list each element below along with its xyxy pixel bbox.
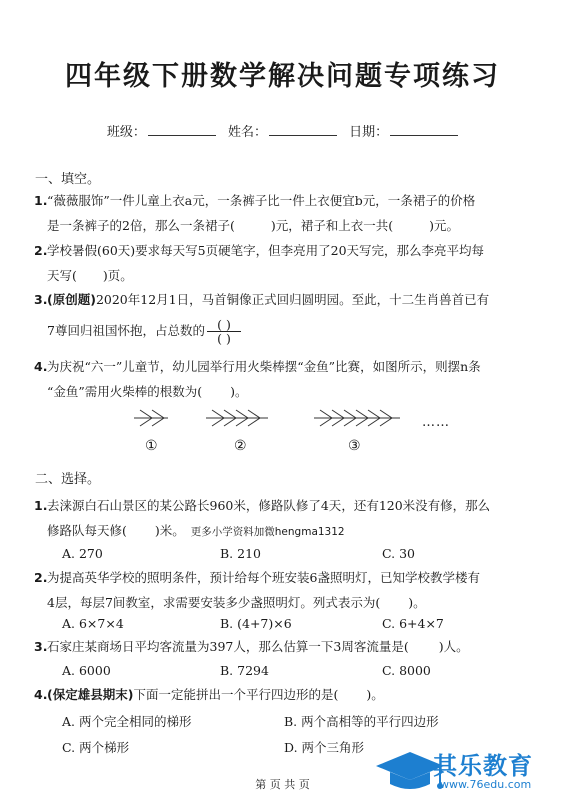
option-c[interactable]: C. 30 bbox=[382, 546, 415, 561]
date-blank[interactable] bbox=[390, 124, 458, 136]
class-label: 班级： bbox=[106, 125, 146, 140]
matchstick-fish-figure bbox=[0, 400, 565, 440]
question-text: 为提高英华学校的照明条件，预计给每个班安装6盏照明灯，已知学校教学楼有 bbox=[47, 570, 480, 585]
question-number: 2. bbox=[34, 570, 48, 585]
page-footer: 第 页 共 页 bbox=[255, 778, 310, 791]
question-number: 1. bbox=[34, 498, 48, 513]
question-text: 天写( )页。 bbox=[47, 268, 133, 283]
question-text: 是一条裤子的2倍，那么一条裙子( )元，裙子和上衣一共( )元。 bbox=[47, 218, 459, 233]
option-b[interactable]: B. 210 bbox=[220, 546, 261, 561]
option-c[interactable]: C. 8000 bbox=[382, 663, 431, 678]
question-number: 3. bbox=[34, 292, 48, 307]
question-number: 2. bbox=[34, 243, 48, 258]
name-field[interactable] bbox=[228, 121, 337, 140]
option-a[interactable]: A. 6×7×4 bbox=[62, 616, 124, 631]
class-field[interactable] bbox=[107, 121, 216, 140]
question-text: 修路队每天修( )米。 更多小学资料加微hengma1312 bbox=[47, 523, 345, 538]
question-text: 7尊回归祖国怀抱，占总数的 $\frac{( )}{( )}$ bbox=[47, 318, 517, 345]
logo-url: www.76edu.com bbox=[440, 778, 532, 791]
question-fill-4 bbox=[34, 354, 517, 404]
question-fill-1 bbox=[34, 188, 517, 238]
question-number: 3. bbox=[34, 639, 48, 654]
section-heading-fill: 一、填空。 bbox=[35, 172, 101, 187]
option-a[interactable]: A. 两个完全相同的梯形 bbox=[62, 714, 192, 729]
option-c[interactable]: C. 6+4×7 bbox=[382, 616, 444, 631]
question-choice-1 bbox=[34, 493, 517, 545]
question-text: 去涞源白石山景区的某公路长960米，修路队修了4天，还有120米没有修，那么 bbox=[47, 498, 491, 513]
option-b[interactable]: B. 7294 bbox=[220, 663, 269, 678]
figure-label-2: ② bbox=[234, 438, 247, 454]
ellipsis: …… bbox=[422, 415, 450, 430]
option-c[interactable]: C. 两个梯形 bbox=[62, 740, 130, 755]
option-a[interactable]: A. 270 bbox=[62, 546, 103, 561]
question-choice-4 bbox=[34, 682, 517, 707]
question-number: 1. bbox=[34, 193, 48, 208]
question-text: 石家庄某商场日平均客流量为397人，那么估算一下3周客流量是( )人。 bbox=[47, 639, 469, 654]
ad-text: 更多小学资料加微hengma1312 bbox=[190, 526, 345, 538]
question-choice-2 bbox=[34, 565, 517, 615]
question-text: “金鱼”需用火柴棒的根数为( )。 bbox=[47, 384, 248, 399]
question-choice-3 bbox=[34, 634, 517, 659]
section-heading-choice: 二、选择。 bbox=[35, 472, 101, 487]
option-b[interactable]: B. (4+7)×6 bbox=[220, 616, 292, 631]
fish-figure-1 bbox=[134, 410, 168, 426]
option-d[interactable]: D. 两个三角形 bbox=[284, 740, 365, 755]
question-number: 4. bbox=[34, 359, 48, 374]
question-text: 为庆祝“六一”儿童节，幼儿园举行用火柴棒摆“金鱼”比赛，如图所示，则摆n条 bbox=[47, 359, 481, 374]
fraction-blank[interactable]: $\frac{( )}{( )}$ bbox=[207, 318, 241, 345]
date-label: 日期： bbox=[349, 125, 389, 140]
question-fill-3 bbox=[34, 287, 517, 346]
figure-label-1: ① bbox=[145, 438, 158, 454]
student-info-row bbox=[0, 121, 565, 140]
question-text: 4层，每层7间教室，求需要安装多少盏照明灯。列式表示为( )。 bbox=[47, 595, 426, 610]
question-source-tag: (保定雄县期末) bbox=[47, 687, 134, 702]
question-text: “薇薇服饰”一件儿童上衣a元，一条裤子比一件上衣便宜b元，一条裙子的价格 bbox=[47, 193, 476, 208]
logo-brand-name: 其乐教育 bbox=[433, 752, 533, 780]
question-text: (保定雄县期末)下面一定能拼出一个平行四边形的是( )。 bbox=[47, 687, 384, 702]
date-field[interactable] bbox=[349, 121, 458, 140]
question-text: (原创题)2020年12月1日，马首铜像正式回归圆明园。至此，十二生肖兽首已有 bbox=[47, 292, 490, 307]
fish-figure-2 bbox=[206, 410, 268, 426]
figure-label-3: ③ bbox=[348, 438, 361, 454]
option-a[interactable]: A. 6000 bbox=[62, 663, 111, 678]
question-fill-2 bbox=[34, 238, 517, 288]
question-number: 4. bbox=[34, 687, 48, 702]
question-source-tag: (原创题) bbox=[47, 292, 96, 307]
name-label: 姓名： bbox=[227, 125, 267, 140]
option-b[interactable]: B. 两个高相等的平行四边形 bbox=[284, 714, 439, 729]
class-blank[interactable] bbox=[148, 124, 216, 136]
name-blank[interactable] bbox=[269, 124, 337, 136]
page-title: 四年级下册数学解决问题专项练习 bbox=[65, 61, 500, 92]
fish-figure-3 bbox=[314, 410, 400, 426]
question-text: 学校暑假(60天)要求每天写5页硬笔字，但李亮用了20天写完，那么李亮平均每 bbox=[47, 243, 485, 258]
